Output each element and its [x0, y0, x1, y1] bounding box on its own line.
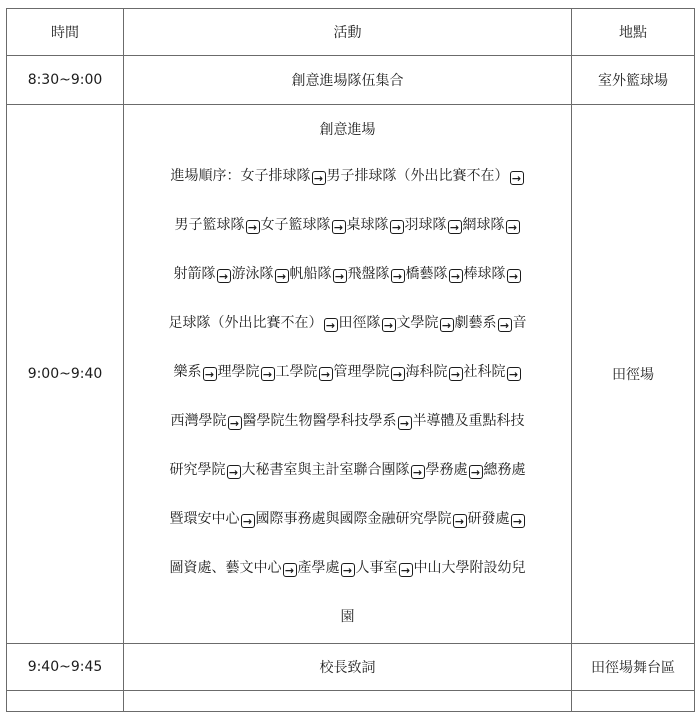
- arrow-right-box-icon: →: [241, 514, 255, 528]
- entry-order-item: 人事室: [355, 560, 398, 576]
- entry-order-item: 產學處: [297, 560, 340, 576]
- entry-order-item: 中山大學附設幼兒: [413, 560, 526, 576]
- entry-order-item: 研發處: [467, 511, 510, 527]
- entry-order-line: [124, 593, 571, 642]
- arrow-right-box-icon: →: [341, 563, 355, 577]
- entry-order-line: [124, 299, 571, 348]
- time-cell: 9:00~9:40: [7, 105, 124, 644]
- arrow-right-box-icon: →: [227, 465, 241, 479]
- arrow-right-box-icon: →: [391, 367, 405, 381]
- entry-order-item: 大秘書室與主計室聯合團隊: [241, 462, 410, 478]
- arrow-right-box-icon: →: [411, 465, 425, 479]
- table-row: [7, 105, 695, 644]
- arrow-right-box-icon: →: [390, 220, 404, 234]
- arrow-right-box-icon: →: [449, 367, 463, 381]
- entry-order-line: [124, 152, 571, 201]
- arrow-right-box-icon: →: [283, 563, 297, 577]
- activity-cell: 校長致詞: [124, 644, 572, 691]
- entry-order-item: 帆船隊: [289, 266, 332, 282]
- arrow-right-box-icon: →: [453, 514, 467, 528]
- entry-order-item: 橋藝隊: [405, 266, 448, 282]
- entry-order-line: [124, 397, 571, 446]
- arrow-right-box-icon: →: [275, 269, 289, 283]
- entry-order-item: 女子籃球隊: [260, 217, 331, 233]
- arrow-right-box-icon: →: [449, 269, 463, 283]
- entry-order-item: 研究學院: [169, 462, 226, 478]
- entry-order-item: 理學院: [217, 364, 260, 380]
- entry-order-item: 醫學院生物醫學科技學系: [242, 413, 397, 429]
- entry-order-item: 學務處: [425, 462, 468, 478]
- arrow-right-box-icon: →: [246, 220, 260, 234]
- arrow-right-box-icon: →: [333, 269, 347, 283]
- entry-order-item: 劇藝系: [454, 315, 497, 331]
- entry-order-item: 管理學院: [333, 364, 390, 380]
- entry-order-item: 射箭隊: [173, 266, 216, 282]
- activity-title: 創意進場: [319, 122, 376, 138]
- entry-order-item: 海科院: [405, 364, 448, 380]
- entry-order-item: 暨環安中心: [169, 511, 240, 527]
- entry-order-item: 足球隊（外出比賽不在）: [168, 315, 323, 331]
- arrow-right-box-icon: →: [332, 220, 346, 234]
- entry-order-line: [124, 250, 571, 299]
- arrow-right-box-icon: →: [440, 318, 454, 332]
- entry-order-list: [124, 152, 571, 642]
- header-location: 地點: [572, 9, 695, 56]
- entry-order-item: 棒球隊: [463, 266, 506, 282]
- arrow-right-box-icon: →: [498, 318, 512, 332]
- entry-order-item: 飛盤隊: [347, 266, 390, 282]
- entry-order-item: 園: [340, 609, 355, 625]
- entry-order-item: 文學院: [396, 315, 439, 331]
- schedule-table: [6, 8, 695, 712]
- activity-cell: [124, 105, 572, 644]
- entry-order-item: 男子籃球隊: [174, 217, 245, 233]
- arrow-right-box-icon: →: [399, 563, 413, 577]
- entry-order-item: 工學院: [275, 364, 318, 380]
- location-cell: [572, 691, 695, 712]
- arrow-right-box-icon: →: [217, 269, 231, 283]
- header-time: 時間: [7, 9, 124, 56]
- entry-order-item: 半導體及重點科技: [412, 413, 525, 429]
- table-row: [7, 644, 695, 691]
- arrow-right-box-icon: →: [312, 171, 326, 185]
- arrow-right-box-icon: →: [510, 171, 524, 185]
- entry-order-item: 西灣學院: [170, 413, 227, 429]
- header-row: [7, 9, 695, 56]
- entry-order-item: 圖資處、藝文中心: [169, 560, 282, 576]
- arrow-right-box-icon: →: [506, 220, 520, 234]
- arrow-right-box-icon: →: [324, 318, 338, 332]
- arrow-right-box-icon: →: [203, 367, 217, 381]
- entry-order-item: 男子排球隊（外出比賽不在）: [326, 168, 509, 184]
- arrow-right-box-icon: →: [469, 465, 483, 479]
- location-cell: 田徑場: [572, 105, 695, 644]
- entry-order-item: 樂系: [173, 364, 202, 380]
- entry-order-line: [124, 544, 571, 593]
- activity-cell: 創意進場隊伍集合: [124, 56, 572, 105]
- entry-order-item: 進場順序：女子排球隊: [170, 168, 311, 184]
- entry-order-item: 羽球隊: [404, 217, 447, 233]
- entry-order-line: [124, 348, 571, 397]
- entry-order-item: 總務處: [483, 462, 526, 478]
- activity-cell: [124, 691, 572, 712]
- time-cell: 8:30~9:00: [7, 56, 124, 105]
- arrow-right-box-icon: →: [398, 416, 412, 430]
- location-cell: 室外籃球場: [572, 56, 695, 105]
- entry-order-item: 網球隊: [462, 217, 505, 233]
- arrow-right-box-icon: →: [507, 269, 521, 283]
- entry-order-item: 田徑隊: [338, 315, 381, 331]
- arrow-right-box-icon: →: [511, 514, 525, 528]
- arrow-right-box-icon: →: [261, 367, 275, 381]
- arrow-right-box-icon: →: [507, 367, 521, 381]
- entry-order-line: [124, 495, 571, 544]
- entry-order-item: 國際事務處與國際金融研究學院: [255, 511, 452, 527]
- entry-order-item: 音: [512, 315, 527, 331]
- arrow-right-box-icon: →: [382, 318, 396, 332]
- header-activity: 活動: [124, 9, 572, 56]
- location-cell: 田徑場舞台區: [572, 644, 695, 691]
- time-cell: [7, 691, 124, 712]
- table-row: [7, 56, 695, 105]
- time-cell: 9:40~9:45: [7, 644, 124, 691]
- arrow-right-box-icon: →: [448, 220, 462, 234]
- arrow-right-box-icon: →: [319, 367, 333, 381]
- entry-order-item: 桌球隊: [346, 217, 389, 233]
- entry-order-line: [124, 446, 571, 495]
- arrow-right-box-icon: →: [391, 269, 405, 283]
- arrow-right-box-icon: →: [228, 416, 242, 430]
- entry-order-item: 游泳隊: [231, 266, 274, 282]
- entry-order-line: [124, 201, 571, 250]
- table-row: [7, 691, 695, 712]
- entry-order-item: 社科院: [463, 364, 506, 380]
